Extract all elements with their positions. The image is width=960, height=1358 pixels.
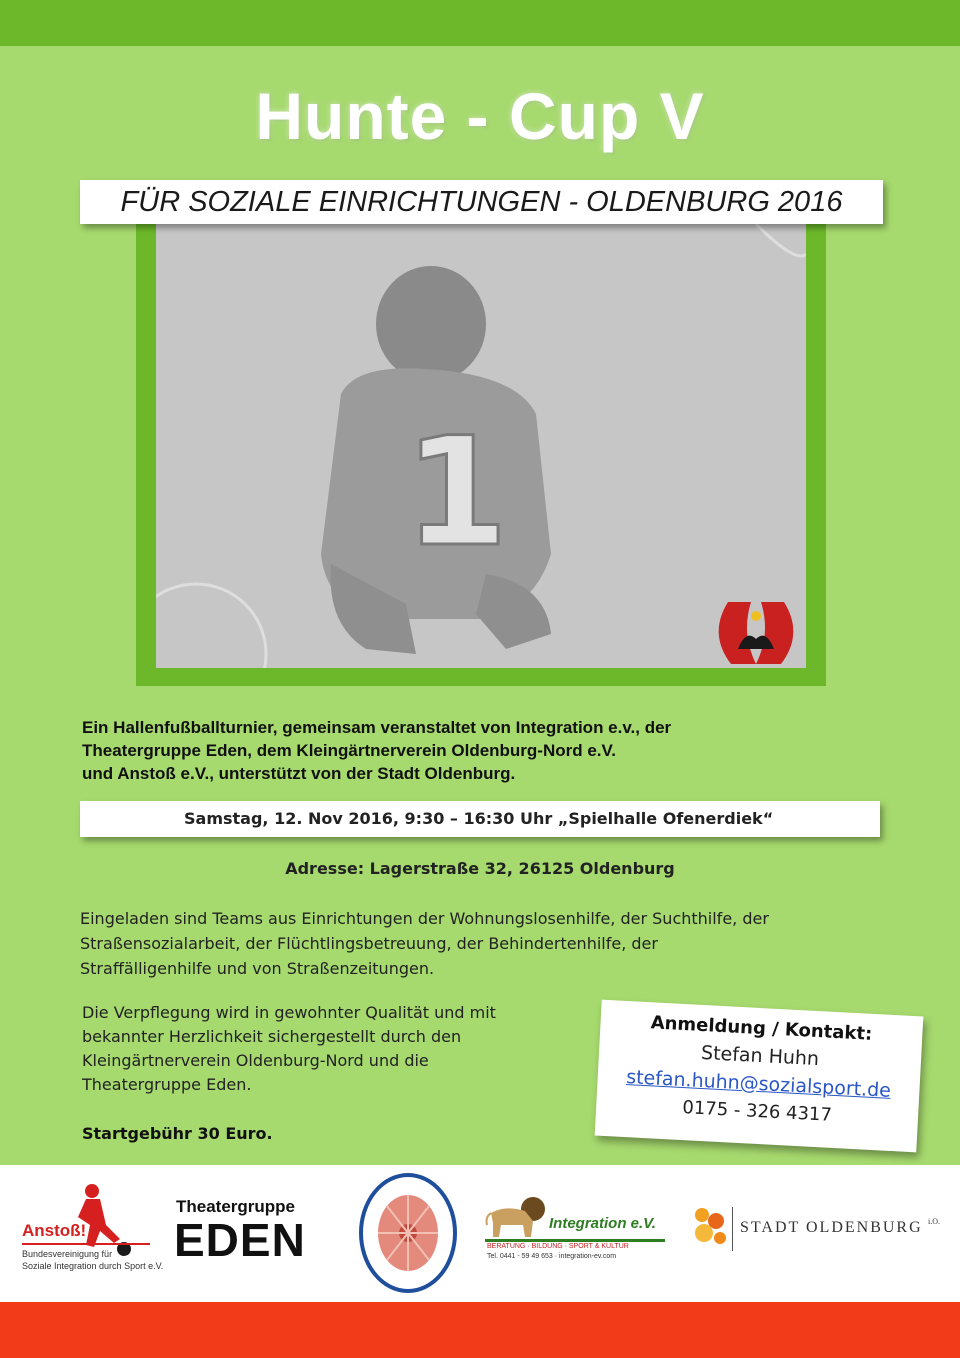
stadt-oldenburg-dots-icon (690, 1205, 730, 1249)
anstoss-logo (20, 1177, 164, 1287)
anstoss-subtitle: Soziale Integration durch Sport e.V. (22, 1261, 164, 1271)
goalkeeper-illustration (156, 224, 806, 668)
description-line: Theatergruppe Eden, dem Kleingärtnerverein Oldenburg-Nord e.V. (82, 741, 617, 760)
event-address: Adresse: Lagerstraße 32, 26125 Oldenburg (285, 859, 675, 878)
description-line: und Anstoß e.V., unterstützt von der Stadt Oldenburg. (82, 764, 516, 783)
bottom-band (0, 1302, 960, 1358)
anstoss-name: Anstoß! (22, 1221, 87, 1240)
jersey-number: 1 (404, 406, 509, 580)
invitation-line: Eingeladen sind Teams aus Einrichtungen der Wohnungslosenhilfe, der Suchthilfe, der (80, 909, 769, 928)
anstoss-subtitle: Bundesvereinigung für (22, 1249, 113, 1259)
tournament-description (82, 716, 842, 785)
subtitle-banner (80, 180, 883, 224)
integration-phone: Tel. 0441 - 59 49 653 · integration-ev.com (487, 1253, 617, 1260)
contact-heading: Anmeldung / Kontakt: (650, 1012, 873, 1045)
catering-line: bekannter Herzlichkeit sichergestellt durch den (82, 1027, 462, 1046)
contact-email-link[interactable]: stefan.huhn@sozialsport.de (625, 1066, 892, 1102)
stadt-name: STADT OLDENBURG (740, 1219, 923, 1236)
eden-big-text: EDEN (174, 1214, 306, 1266)
contact-phone: 0175 - 326 4317 (681, 1097, 833, 1126)
integration-name: Integration e.V. (549, 1215, 656, 1232)
sponsor-logo-strip (0, 1165, 960, 1302)
entry-fee: Startgebühr 30 Euro. (82, 1124, 273, 1143)
catering-line: Die Verpflegung wird in gewohnter Qualität und mit (82, 1003, 496, 1022)
anstoss-divider (22, 1243, 150, 1245)
invitation-text (80, 906, 890, 981)
goalkeeper-photo (156, 224, 806, 668)
lion-icon (485, 1195, 551, 1239)
stadt-suffix: i.O. (928, 1217, 940, 1226)
catering-line: Kleingärtnerverein Oldenburg-Nord und die (82, 1051, 429, 1070)
catering-line: Theatergruppe Eden. (82, 1075, 252, 1094)
stadt-divider (732, 1207, 733, 1251)
top-band (0, 0, 960, 46)
invitation-line: Straßensozialarbeit, der Flüchtlingsbetreuung, der Behindertenhilfe, der (80, 934, 658, 953)
invitation-line: Straffälligenhilfe und von Straßenzeitungen. (80, 959, 435, 978)
contact-card (595, 1000, 924, 1153)
kleingaertnerverein-logo (358, 1171, 458, 1295)
catering-text (82, 1001, 582, 1097)
eden-top-text: Theatergruppe (176, 1197, 296, 1216)
stadt-oldenburg-logo (690, 1203, 946, 1263)
event-date: Samstag, 12. Nov 2016, 9:30 – 16:30 Uhr „Spielhalle Ofenerdiek“ (184, 809, 774, 828)
integration-logo (485, 1195, 667, 1275)
integration-divider (485, 1239, 665, 1242)
contact-name: Stefan Huhn (700, 1041, 820, 1071)
date-banner (80, 801, 880, 837)
eden-logo (172, 1195, 332, 1285)
poster-title: Hunte - Cup V (255, 79, 705, 153)
poster-subtitle: FÜR SOZIALE EINRICHTUNGEN - OLDENBURG 2016 (120, 186, 843, 218)
kleingaertnerverein-emblem (358, 1171, 458, 1295)
description-line: Ein Hallenfußballturnier, gemeinsam veranstaltet von Integration e.v., der (82, 718, 672, 737)
integration-subtitle: BERATUNG · BILDUNG · SPORT & KULTUR (487, 1243, 629, 1250)
